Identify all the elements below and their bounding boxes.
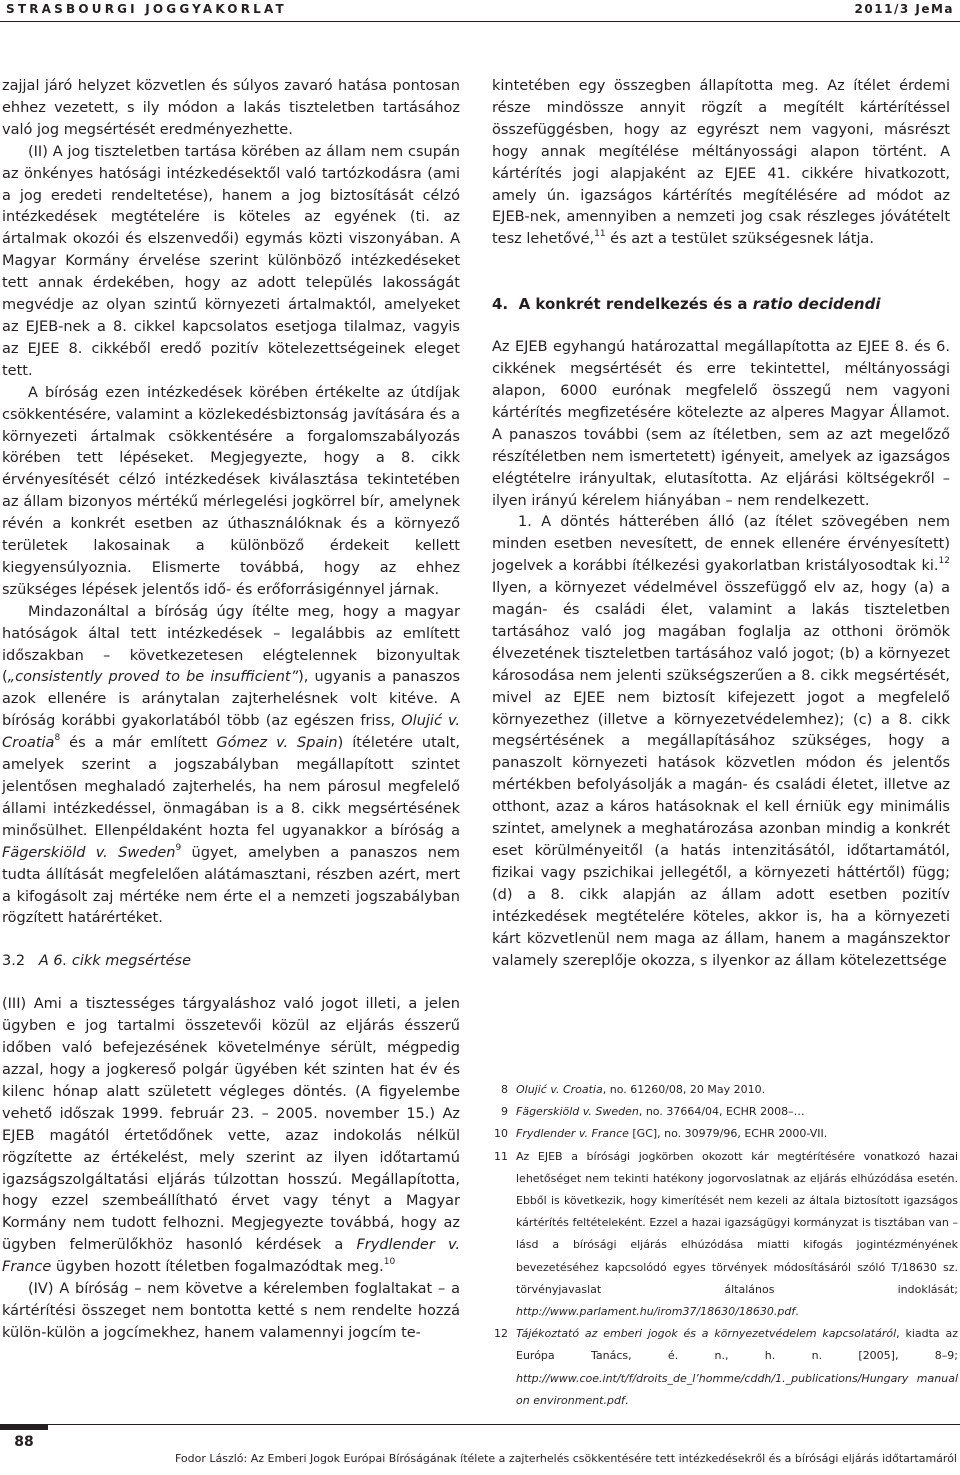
footnote-ref: 11 xyxy=(594,229,606,240)
footnote: 12 Tájékoztató az emberi jogok és a környezetvédelem kapcsolatáról, kiadta az Európa Tanács, é. n., h. n. [2005], 8–9; http://www.coe.int/t/f/droits_de_l’homme/cddh/1._publications/Hungary manual on environment.pdf. xyxy=(492,1323,958,1412)
footnote-number: 11 xyxy=(494,1149,508,1163)
footnote-url[interactable]: http://www.coe.int/t/f/droits_de_l’homme/cddh/1._publications/Hungary manual on environment.pdf xyxy=(516,1371,958,1407)
footnote: 8 Olujić v. Croatia, no. 61260/08, 20 May 2010. xyxy=(492,1079,958,1101)
paragraph: (III) Ami a tisztességes tárgyaláshoz való jogot illeti, a jelen ügyben e jog tartalmi összetevői közül az eljárás ésszerű időben való befejezésének követelménye sérült, mégpedig azzal, hogy a jogkereső polgár ügyében két szinten hat év és kilenc hónap alatt született végleges döntés. (A figyelembe vehető időszak 1999. február 23. – 2005. november 15.) Az EJEB magától értetődőnek vette, azaz indokolás nélkül rögzítette az értékelést, mely szerint az ilyen időtartamú igazságszolgáltatási eljárás túlzottan hosszú. Megállapította, hogy ezzel szembeállítható érvet vagy tényt a Magyar Kormány nem tudott felhozni. Megjegyezte továbbá, hogy az ügyben felmerülőkhöz hasonló kérdések a Frydlender v. France ügyben hozott ítéletben fogalmazódtak meg.$^{10}$ xyxy=(2,996,460,1276)
footnote: 10 Frydlender v. France [GC], no. 30979/96, ECHR 2000-VII. xyxy=(492,1123,958,1145)
footnote-ref: 9 xyxy=(175,842,182,853)
footnotes xyxy=(492,1079,958,1412)
paragraph: A bíróság ezen intézkedések körében értékelte az útdíjak csökkentésére, valamint a közlekedésbiztonság javítására és a környezeti ártalmak csökkentésére a forgalomszabályozás körében tett lépéseket. Megjegyezte, hogy a 8. cikk érvényesítését célzó intézkedések kiválasztása tekintetében az állam bizonyos mértékű mérlegelési jogkörrel bír, amelynek révén a konkrét esetben az úthasználóknak és a környező területek lakosainak a különböző érdekeit kellett kiegyensúlyoznia. Elismerte továbbá, hogy az ehhez szükséges lépések jelentős idő- és erőforrásigénnyel járnak. xyxy=(2,384,460,598)
footer-rule xyxy=(0,1424,960,1425)
page-number: 88 xyxy=(14,1434,34,1450)
footnote: 9 Fägerskiöld v. Sweden, no. 37664/04, ECHR 2008–… xyxy=(492,1101,958,1123)
issue-label: 2011/3 JeMa xyxy=(854,2,954,16)
case-name: Olujić v. Croatia xyxy=(2,713,461,752)
paragraph: (II) A jog tiszteletben tartása körében az állam nem csupán az önkényes hatósági intézkedésektől való tartózkodásra (ami a jog eredeti rendeltetése), hanem a jog biztosítását célzó intézkedések megtételére is köteles az egyének (ti. az ártalmak okozói és elszenvedői) egymás közti viszonyában. A Magyar Kormány érvelése szerint különböző intézkedéseket tett annak érdekében, hogy az adott település lakosságát megvédje az olyan szintű környezeti ártalmaktól, amelyeket az EJEB-nek a 8. cikkel kapcsolatos esetjoga tilalmaz, vagyis az EJEE 8. cikkéből eredő pozitív kötelezettségeinek eleget tett. xyxy=(2,143,460,379)
case-name: Gómez v. Spain xyxy=(216,735,338,752)
paragraph: zajjal járó helyzet közvetlen és súlyos zavaró hatása pontosan ehhez vezetett, s ily módon a lakás tiszteletben tartásához való jog megsértését eredményezhette. xyxy=(2,78,460,138)
right-column xyxy=(492,76,950,972)
footnote-ref: 8 xyxy=(54,733,61,744)
paragraph: Az EJEB egyhangú határozattal megállapította az EJEE 8. és 6. cikkének megsértését és erre tekintettel, méltányossági alapon, 6000 eurónak megfelelő összegű nem vagyoni kártérítés megfizetésére kötelezte az alperes Magyar Államot. A panaszos további (sem az ítéletben, sem az azt megelőző részítéletben nem ismertetett) igényeit, amelyek az igazságos elégtételre irányultak, elutasította. Az eljárási költségekről – ilyen irányú kérelem hiányában – nem rendelkezett. xyxy=(492,339,950,509)
paragraph: kintetében egy összegben állapította meg. Az ítélet érdemi része mindössze annyit rögzít a megítélt kártérítéssel összefüggésben, hogy az egyrészt nem vagyoni, másrészt hogy annak megítélése méltányossági alapon történt. A kártérítés jogi alapjaként az EJEE 41. cikkére hivatkozott, amely ún. igazságos kártérítés megítélésére ad módot az EJEB-nek, amennyiben a nemzeti jog csak részleges jóvátételt tesz lehetővé,$^{11}$ és azt a testület szükségesnek látja. xyxy=(492,78,950,248)
footnote: 11 Az EJEB a bírósági jogkörben okozott kár megtérítésére vonatkozó hazai lehetőséget nem tekinti hatékony jogorvoslatnak az eljárás elhúzódása esetén. Ebből is következik, hogy kimerítését nem kezeli az általa biztosított igazságos kártérítés feltételeként. Ezzel a hazai igazságügyi kormányzat is tisztában van – lásd a bírósági eljárás elhúzódása miatti kifogás jogintézményének bevezetéséhez kapcsolódó egyes törvények módosításáról szóló T/18630 sz. törvényjavaslat általános indoklását; http://www.parlament.hu/irom37/18630/18630.pdf. xyxy=(492,1146,958,1324)
section-heading-4: 4. A konkrét rendelkezés és a ratio decidendi xyxy=(492,295,881,314)
footer-bar xyxy=(0,1424,48,1430)
footnote-ref: 12 xyxy=(938,556,950,567)
section-heading-3-2: 3.2 A 6. cikk megsértése xyxy=(2,953,192,970)
journal-title: STRASBOURGI JOGGYAKORLAT xyxy=(6,2,287,16)
paragraph: Mindazonáltal a bíróság úgy ítélte meg, hogy a magyar hatóságok által tett intézkedések – legalábbis az említett időszakban – következetesen elégtelennek bizonyultak („consistently proved to be insufficient”), ugyanis a panaszos azok ellenére is aránytalan zajterhelésnek volt kitéve. A bíróság korábbi gyakorlatából több (az egészen friss, Olujić v. Croatia$^8$ és a már említett Gómez v. Spain) ítéletére utalt, amelyek szerint a jogszabályban megállapított szintet jelentősen meghaladó zajterhelés, ha nem párosul megfelelő állami intézkedéssel, önmagában is a 8. cikk megsértésének minősülhet. Ellenpéldaként hozta fel ugyanakkor a bíróság a Fägerskiöld v. Sweden$^9$ ügyet, amelyben a panaszos nem tudta állítását megfelelően alátámasztani, részben azért, mert a kifogásolt zaj mértéke nem érte el a nemzeti jogszabályban rögzített határértéket. xyxy=(2,603,461,927)
footnote-number: 10 xyxy=(494,1127,508,1141)
footnote-number: 9 xyxy=(501,1105,508,1119)
case-name: Fägerskiöld v. Sweden xyxy=(2,844,176,861)
running-footer: Fodor László: Az Emberi Jogok Európai Bíróságának ítélete a zajterhelés csökkentésére tett intézkedésekről és a bírósági eljárás időtartamáról xyxy=(174,1452,957,1465)
case-name: Frydlender v. France xyxy=(2,1237,460,1276)
footnote-number: 12 xyxy=(494,1327,508,1341)
paragraph: (IV) A bíróság – nem követve a kérelemben foglaltakat – a kártérítési összeget nem bontotta ketté s nem rendelte hozzá külön-külön a jogcímekhez, hanem valamennyi jogcím te- xyxy=(2,1281,460,1341)
header-rule xyxy=(0,21,960,22)
paragraph: 1. A döntés hátterében álló (az ítélet szövegében nem minden esetben nevesített, de ennek ellenére érvényesített) jogelvek a korábbi ítélkezési gyakorlatban kristályosodtak ki.$^{12}$ Ilyen, a környezet védelmével összefüggő elv az, hogy (a) a magán- és családi élet, valamint a lakás tiszteletben tartásához való jog magában foglalja az otthoni örömök élvezetének tiszteletben tartásához való jogot; (b) a környezet károsodása nem jelenti szükségszerűen a 8. cikk megsértését, mivel az EJEE nem biztosít kifejezett jogot a megfelelő környezethez (illetve a környezetvédelemhez); (c) a 8. cikk megsértésének a megállapításához szükséges, hogy a panaszolt környezeti hatások közvetlen módon és jelentős mértékben befolyásolják a magán- és családi életet, illetve az otthont, azaz a káros hatásoknak el kell érniük egy minimális szintet, amelynek a meghatározása azonban mindig a konkrét eset körülményeitől (a hatás intenzitásától, időtartamától, fizikai vagy pszichikai jellegétől, a környezeti háttértől) függ; (d) a 8. cikk alapján az állam adott esetben pozitív intézkedések megtételére köteles, akkor is, ha a környezeti kárt közvetlenül nem maga az állam, hanem a magánszektor valamely szereplője okozza, s ilyenkor az állam kötelezettsége xyxy=(492,514,950,969)
footnote-number: 8 xyxy=(501,1083,508,1096)
left-column xyxy=(2,76,460,1345)
footnote-url[interactable]: http://www.parlament.hu/irom37/18630/18630.pdf xyxy=(516,1305,796,1319)
running-header xyxy=(0,0,960,21)
quote: „consistently proved to be insufficient” xyxy=(7,669,299,686)
footnote-ref: 10 xyxy=(383,1257,396,1268)
